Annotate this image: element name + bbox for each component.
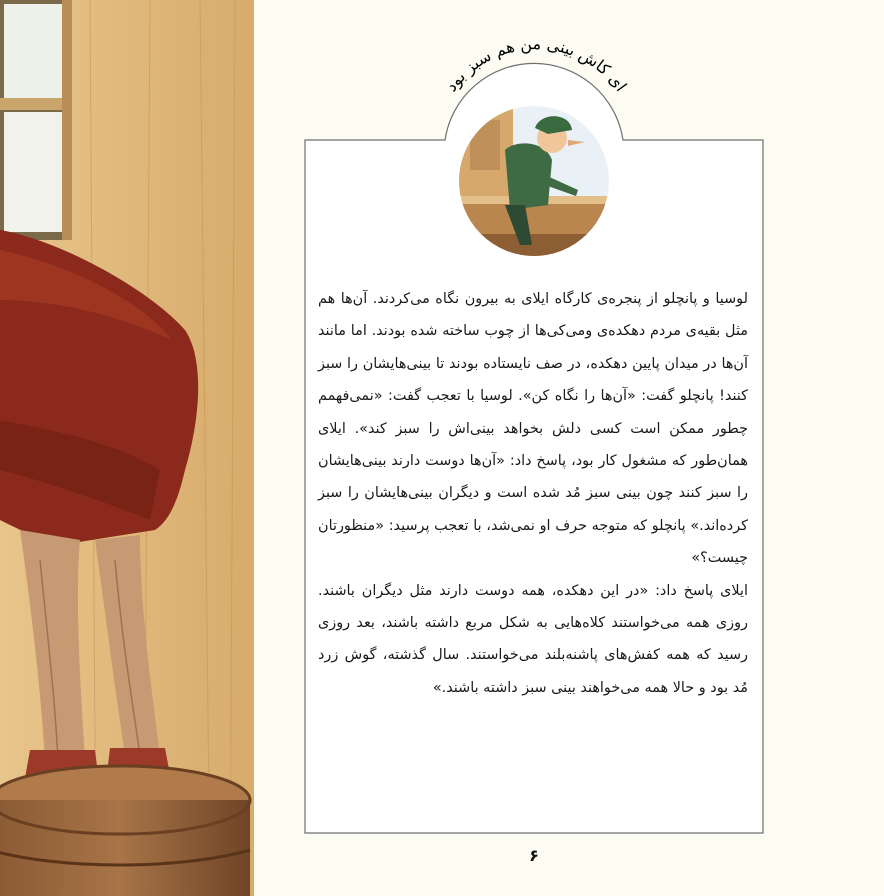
series-title: ای کاش بینی من هم سبز بود <box>441 34 631 96</box>
page-number: ۶ <box>529 846 539 865</box>
story-text <box>318 283 748 704</box>
paragraph: ایلای پاسخ داد: «در این دهکده، همه دوست دارند مثل دیگران باشند. روزی همه می‌خواستند کلاه‌هایی به شکل مربع داشته باشند، بعد روزی رسید که همه کفش‌های پاشنه‌بلند می‌خواستند. سال گذشته، گوش زرد مُد بود و حالا همه می‌خواهند بینی سبز داشته باشند.» <box>318 582 748 696</box>
paragraph: لوسیا و پانچلو از پنجره‌ی کارگاه ایلای به بیرون نگاه می‌کردند. آن‌ها هم مثل بقیه‌ی مردم دهکده‌ی ومی‌کی‌ها از چوب ساخته شده بودند. اما مانند آن‌ها در میدان پایین دهکده، در صف نایستاده بودند تا بینی‌هایشان را سبز کنند! پانچلو گفت: «آن‌ها را نگاه کن». لوسیا با تعجب گفت: «نمی‌فهمم چطور ممکن است کسی دلش بخواهد بینی‌اش را سبز کند». ایلای همان‌طور که مشغول کار بود، پاسخ داد: «آن‌ها دوست دارند بینی‌هایشان را سبز کنند چون بینی سبز مُد شده است و دیگران بینی‌هایشان را سبز کرده‌اند.» پانچلو که متوجه حرف او نمی‌شد، با تعجب پرسید: «منظورتان چیست؟» <box>318 291 748 567</box>
